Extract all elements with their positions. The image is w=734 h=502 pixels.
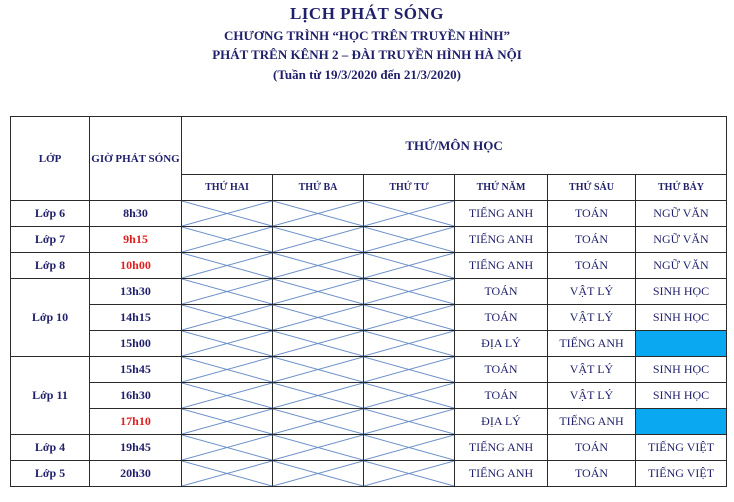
cross-out-mark <box>364 331 454 356</box>
cross-out-mark <box>273 201 363 226</box>
day-header-sat: THỨ BẢY <box>636 175 727 201</box>
grade-column-header: LỚP <box>11 117 90 201</box>
crossed-out-cell <box>273 461 364 487</box>
subject-cell: TIẾNG ANH <box>548 409 636 435</box>
subject-cell: TOÁN <box>548 435 636 461</box>
crossed-out-cell <box>273 201 364 227</box>
subject-cell: VẬT LÝ <box>548 279 636 305</box>
crossed-out-cell <box>182 201 273 227</box>
cross-out-mark <box>273 279 363 304</box>
crossed-out-cell <box>273 409 364 435</box>
crossed-out-cell <box>182 409 273 435</box>
crossed-out-cell <box>273 331 364 357</box>
time-cell: 15h45 <box>90 357 182 383</box>
cross-out-mark <box>182 201 272 226</box>
crossed-out-cell <box>182 383 273 409</box>
cross-out-mark <box>182 435 272 460</box>
subjects-column-header: THỨ/MÔN HỌC <box>182 117 727 175</box>
day-header-fri: THỨ SÁU <box>548 175 636 201</box>
subject-cell: TOÁN <box>455 279 548 305</box>
subject-cell: TOÁN <box>455 357 548 383</box>
cross-out-mark <box>182 279 272 304</box>
crossed-out-cell <box>364 253 455 279</box>
header-row <box>11 117 727 175</box>
cross-out-mark <box>364 409 454 434</box>
cross-out-mark <box>364 279 454 304</box>
crossed-out-cell <box>273 227 364 253</box>
cross-out-mark <box>273 305 363 330</box>
crossed-out-cell <box>273 435 364 461</box>
crossed-out-cell <box>364 305 455 331</box>
time-cell: 20h30 <box>90 461 182 487</box>
time-cell: 17h10 <box>90 409 182 435</box>
day-header-mon: THỨ HAI <box>182 175 273 201</box>
cross-out-mark <box>182 227 272 252</box>
crossed-out-cell <box>182 357 273 383</box>
time-cell: 16h30 <box>90 383 182 409</box>
crossed-out-cell <box>364 201 455 227</box>
schedule-row <box>11 435 727 461</box>
crossed-out-cell <box>364 383 455 409</box>
cross-out-mark <box>182 461 272 486</box>
crossed-out-cell <box>364 227 455 253</box>
cross-out-mark <box>364 305 454 330</box>
grade-cell: Lớp 11 <box>11 357 90 435</box>
subject-cell: TIẾNG ANH <box>548 331 636 357</box>
week-range: (Tuần từ 19/3/2020 đến 21/3/2020) <box>273 67 461 82</box>
subject-cell: NGỮ VĂN <box>636 201 727 227</box>
crossed-out-cell <box>273 383 364 409</box>
subject-cell: TOÁN <box>548 253 636 279</box>
crossed-out-cell <box>182 279 273 305</box>
subject-cell: NGỮ VĂN <box>636 253 727 279</box>
schedule-row <box>11 461 727 487</box>
subject-cell: VẬT LÝ <box>548 357 636 383</box>
subject-cell: ĐỊA LÝ <box>455 409 548 435</box>
cross-out-mark <box>273 357 363 382</box>
crossed-out-cell <box>364 357 455 383</box>
crossed-out-cell <box>273 279 364 305</box>
cross-out-mark <box>182 331 272 356</box>
empty-slot-cell <box>636 409 727 435</box>
grade-cell: Lớp 5 <box>11 461 90 487</box>
schedule-row <box>11 409 727 435</box>
grade-cell: Lớp 10 <box>11 279 90 357</box>
crossed-out-cell <box>273 305 364 331</box>
cross-out-mark <box>273 435 363 460</box>
cross-out-mark <box>364 201 454 226</box>
grade-cell: Lớp 7 <box>11 227 90 253</box>
program-subtitle: CHƯƠNG TRÌNH “HỌC TRÊN TRUYỀN HÌNH” <box>224 28 510 43</box>
subject-cell: NGỮ VĂN <box>636 227 727 253</box>
cross-out-mark <box>273 331 363 356</box>
subject-cell: TOÁN <box>548 461 636 487</box>
subject-cell: TIẾNG VIỆT <box>636 435 727 461</box>
schedule-row <box>11 279 727 305</box>
crossed-out-cell <box>182 435 273 461</box>
subject-cell: SINH HỌC <box>636 383 727 409</box>
day-header-thu: THỨ NĂM <box>455 175 548 201</box>
crossed-out-cell <box>273 357 364 383</box>
cross-out-mark <box>364 383 454 408</box>
schedule-row <box>11 331 727 357</box>
time-cell: 15h00 <box>90 331 182 357</box>
crossed-out-cell <box>364 461 455 487</box>
schedule-row <box>11 383 727 409</box>
day-header-wed: THỨ TƯ <box>364 175 455 201</box>
cross-out-mark <box>364 253 454 278</box>
grade-cell: Lớp 4 <box>11 435 90 461</box>
schedule-row <box>11 357 727 383</box>
schedule-row <box>11 253 727 279</box>
subject-cell: TOÁN <box>455 305 548 331</box>
cross-out-mark <box>273 461 363 486</box>
time-cell: 8h30 <box>90 201 182 227</box>
subject-cell: ĐỊA LÝ <box>455 331 548 357</box>
time-cell: 13h30 <box>90 279 182 305</box>
subject-cell: TIẾNG ANH <box>455 201 548 227</box>
crossed-out-cell <box>182 253 273 279</box>
crossed-out-cell <box>182 461 273 487</box>
subject-cell: SINH HỌC <box>636 279 727 305</box>
subject-cell: TOÁN <box>548 227 636 253</box>
cross-out-mark <box>273 253 363 278</box>
subject-cell: TIẾNG VIỆT <box>636 461 727 487</box>
cross-out-mark <box>364 435 454 460</box>
crossed-out-cell <box>364 331 455 357</box>
empty-slot-cell <box>636 331 727 357</box>
cross-out-mark <box>364 461 454 486</box>
cross-out-mark <box>182 357 272 382</box>
crossed-out-cell <box>364 435 455 461</box>
cross-out-mark <box>182 409 272 434</box>
time-column-header: GIỜ PHÁT SÓNG <box>90 117 182 201</box>
schedule-row <box>11 227 727 253</box>
day-header-tue: THỨ BA <box>273 175 364 201</box>
cross-out-mark <box>182 383 272 408</box>
subject-cell: TOÁN <box>548 201 636 227</box>
subject-cell: SINH HỌC <box>636 305 727 331</box>
cross-out-mark <box>273 227 363 252</box>
cross-out-mark <box>273 383 363 408</box>
crossed-out-cell <box>182 331 273 357</box>
cross-out-mark <box>364 357 454 382</box>
crossed-out-cell <box>364 279 455 305</box>
time-cell: 19h45 <box>90 435 182 461</box>
time-cell: 10h00 <box>90 253 182 279</box>
cross-out-mark <box>182 253 272 278</box>
crossed-out-cell <box>364 409 455 435</box>
schedule-table <box>10 116 727 487</box>
grade-cell: Lớp 8 <box>11 253 90 279</box>
time-cell: 14h15 <box>90 305 182 331</box>
grade-cell: Lớp 6 <box>11 201 90 227</box>
crossed-out-cell <box>182 305 273 331</box>
cross-out-mark <box>182 305 272 330</box>
subject-cell: VẬT LÝ <box>548 383 636 409</box>
subject-cell: SINH HỌC <box>636 357 727 383</box>
subject-cell: TOÁN <box>455 383 548 409</box>
schedule-row <box>11 201 727 227</box>
subject-cell: TIẾNG ANH <box>455 435 548 461</box>
subject-cell: TIẾNG ANH <box>455 253 548 279</box>
page-title: LỊCH PHÁT SÓNG <box>289 4 445 23</box>
subject-cell: TIẾNG ANH <box>455 227 548 253</box>
schedule-row <box>11 305 727 331</box>
crossed-out-cell <box>273 253 364 279</box>
channel-line: PHÁT TRÊN KÊNH 2 – ĐÀI TRUYỀN HÌNH HÀ NỘI <box>212 47 522 62</box>
cross-out-mark <box>273 409 363 434</box>
time-cell: 9h15 <box>90 227 182 253</box>
subject-cell: VẬT LÝ <box>548 305 636 331</box>
crossed-out-cell <box>182 227 273 253</box>
cross-out-mark <box>364 227 454 252</box>
subject-cell: TIẾNG ANH <box>455 461 548 487</box>
